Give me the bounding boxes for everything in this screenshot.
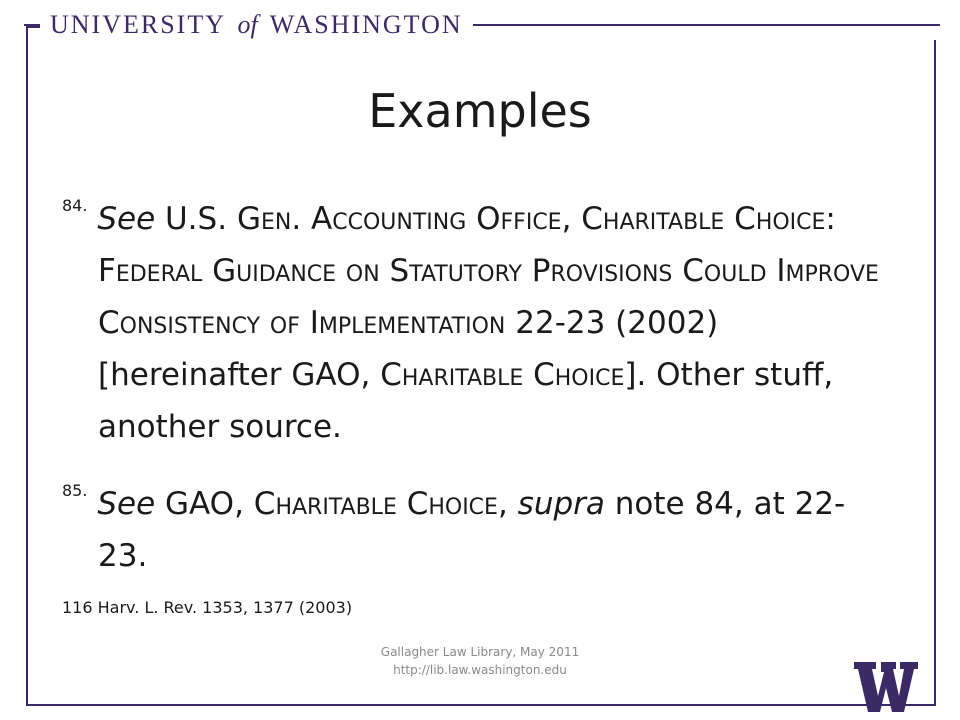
source-citation: 116 Harv. L. Rev. 1353, 1377 (2003): [62, 598, 353, 617]
footnote-number: 84.: [62, 196, 88, 215]
citation-signal: See: [97, 486, 156, 522]
footnote-text-segment: ]. Other stuff, another source.: [98, 357, 834, 445]
footer-library-line: Gallagher Law Library, May 2011: [380, 645, 580, 659]
citation-signal: See: [97, 201, 156, 237]
slide-content: [62, 180, 892, 617]
slide-title: Examples: [368, 84, 592, 138]
header-rule-right: [473, 24, 940, 26]
footnote-text-segment: 22-23 (2002) [hereinafter GAO,: [98, 305, 719, 393]
footnote-85: [62, 465, 892, 582]
footnote-text-segment: note 84, at 22-23.: [98, 486, 846, 574]
university-wordmark: [40, 10, 473, 40]
wordmark-part-1: UNIVERSITY: [50, 10, 226, 39]
footnote-text-segment: Gen. Accounting Office, Charitable Choice: Federal Guidance on Statutory Provisions Could Improve Consistency of Implementation: [98, 201, 879, 341]
footnote-text-segment: Charitable Choice: [380, 357, 625, 393]
footnote-text-segment: U.S.: [155, 201, 237, 237]
wordmark-part-3: WASHINGTON: [269, 10, 463, 39]
wordmark-part-2: of: [237, 10, 258, 39]
footer-url-line: http://lib.law.washington.edu: [393, 663, 567, 677]
footnote-text-segment: GAO,: [155, 486, 254, 522]
uw-w-logo-icon: [854, 662, 918, 712]
footnote-84: [62, 180, 892, 453]
header-bar: [40, 10, 960, 40]
slide-footer: [350, 643, 610, 679]
footnote-text-segment: supra: [517, 486, 605, 522]
footnote-text-segment: ,: [497, 486, 518, 522]
header-rule-left: [24, 24, 40, 26]
footnote-text-segment: Charitable Choice: [253, 486, 498, 522]
footnote-number: 85.: [62, 481, 88, 500]
